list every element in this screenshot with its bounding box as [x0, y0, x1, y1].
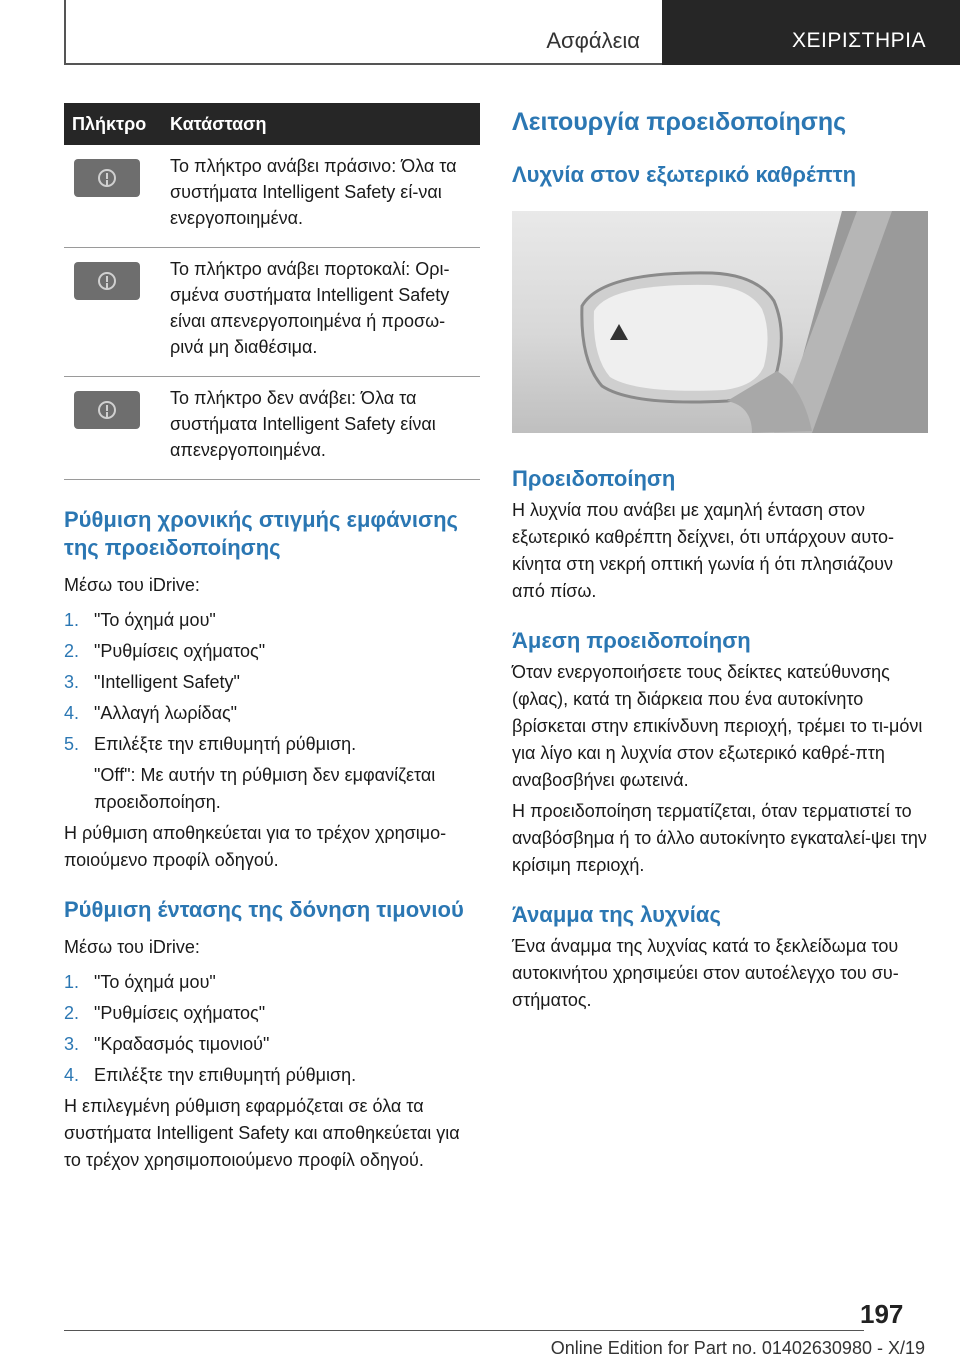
block-heading: Προειδοποίηση: [512, 466, 676, 491]
block-paragraph: Όταν ενεργοποιήσετε τους δείκτες κατεύθυνσης (φλας), κατά τη διάρκεια που ένα αυτοκίνητο βρίσκεται στην επικίνδυνη περιοχή, τρέμει το τι-μόνι για λίγο και η λυχνία στον εξωτερικό καθρέ-πτη αναβοσβήνει φωτεινά.: [512, 662, 923, 790]
section-outro: Η ρύθμιση αποθηκεύεται για το τρέχον χρησιμο-ποιούμενο προφίλ οδηγού.: [64, 823, 447, 870]
list-item: 3. "Κραδασμός τιμονιού": [64, 1034, 270, 1054]
header-chapter: ΧΕΙΡΙΣΤΗΡΙΑ: [791, 29, 926, 52]
steps-list: [64, 605, 480, 760]
list-item: 5. Επιλέξτε την επιθυμητή ρύθμιση.: [64, 734, 357, 754]
page-number: 197: [860, 1299, 904, 1329]
section-title-warning-time: Ρύθμιση χρονικής στιγμής εμφάνισης της προειδοποίησης: [64, 507, 458, 560]
list-item: 1. "Το όχημά μου": [64, 610, 216, 630]
safety-button-icon: [74, 262, 140, 300]
header-rule-vertical: [64, 0, 66, 64]
table-cell-status: Το πλήκτρο ανάβει πορτοκαλί: Ορι-σμένα συστήματα Intelligent Safety είναι απενεργοποιημένα ή προσω-ρινά μη διαθέσιμα.: [160, 248, 480, 377]
list-item: 4. Επιλέξτε την επιθυμητή ρύθμιση.: [64, 1065, 357, 1085]
table-header-button: Πλήκτρο: [64, 103, 160, 145]
block-paragraph: Η προειδοποίηση τερματίζεται, όταν τερματιστεί το αναβόσβημα ή το άλλο αυτοκίνητο εγκαταλεί-ψει την κρίσιμη περιοχή.: [512, 801, 927, 875]
table-row: [64, 145, 480, 248]
right-column: [512, 103, 928, 1014]
step-note: "Off": Με αυτήν τη ρύθμιση δεν εμφανίζεται προειδοποίηση.: [94, 765, 436, 812]
section-intro: Μέσω του iDrive:: [64, 937, 200, 957]
block-heading: Άμεση προειδοποίηση: [512, 628, 751, 653]
table-row: [64, 248, 480, 377]
list-item: 4. "Αλλαγή λωρίδας": [64, 703, 238, 723]
mirror-drawing: [512, 211, 928, 433]
list-item: 2. "Ρυθμίσεις οχήματος": [64, 1003, 266, 1023]
section-title-warning-function: Λειτουργία προειδοποίησης: [512, 108, 847, 136]
section-outro: Η επιλεγμένη ρύθμιση εφαρμόζεται σε όλα τα συστήματα Intelligent Safety και αποθηκεύεται για το τρέχον χρησιμοποιούμενο προφίλ οδηγού.: [64, 1096, 460, 1170]
steps-list: [64, 967, 480, 1091]
table-header-status: Κατάσταση: [160, 103, 480, 145]
left-column: [64, 103, 480, 1174]
safety-button-icon: [74, 159, 140, 197]
header-chapter-tab[interactable]: [662, 0, 960, 65]
mirror-illustration: [512, 211, 928, 433]
section-intro: Μέσω του iDrive:: [64, 575, 200, 595]
block-paragraph: Ένα άναμμα της λυχνίας κατά το ξεκλείδωμα του αυτοκινήτου χρησιμεύει στον αυτοέλεγχο του συ-στήματος.: [512, 936, 899, 1010]
table-row: [64, 377, 480, 480]
button-status-table: [64, 103, 480, 480]
list-item: 2. "Ρυθμίσεις οχήματος": [64, 641, 266, 661]
table-cell-status: Το πλήκτρο δεν ανάβει: Όλα τα συστήματα Intelligent Safety είναι απενεργοποιημένα.: [160, 377, 480, 480]
footer-rule: [64, 1330, 864, 1331]
block-paragraph: Η λυχνία που ανάβει με χαμηλή ένταση στον εξωτερικό καθρέπτη δείχνει, ότι υπάρχουν αυτο-κίνητα στη νεκρή οπτική γωνία ή ότι πλησιάζουν από πίσω.: [512, 500, 895, 601]
list-item: 1. "Το όχημά μου": [64, 972, 216, 992]
subsection-title-mirror-light: Λυχνία στον εξωτερικό καθρέπτη: [512, 162, 857, 187]
table-cell-status: Το πλήκτρο ανάβει πράσινο: Όλα τα συστήματα Intelligent Safety εί-ναι ενεργοποιημένα.: [160, 145, 480, 248]
section-title-vibration: Ρύθμιση έντασης της δόνηση τιμονιού: [64, 897, 464, 922]
safety-button-icon: [74, 391, 140, 429]
block-heading: Άναμμα της λυχνίας: [512, 902, 721, 927]
footer-edition: Online Edition for Part no. 01402630980 - X/19: [550, 1338, 925, 1358]
list-item: 3. "Intelligent Safety": [64, 672, 240, 692]
header-rule-horizontal: [64, 63, 662, 65]
header-section: Ασφάλεια: [546, 28, 640, 53]
